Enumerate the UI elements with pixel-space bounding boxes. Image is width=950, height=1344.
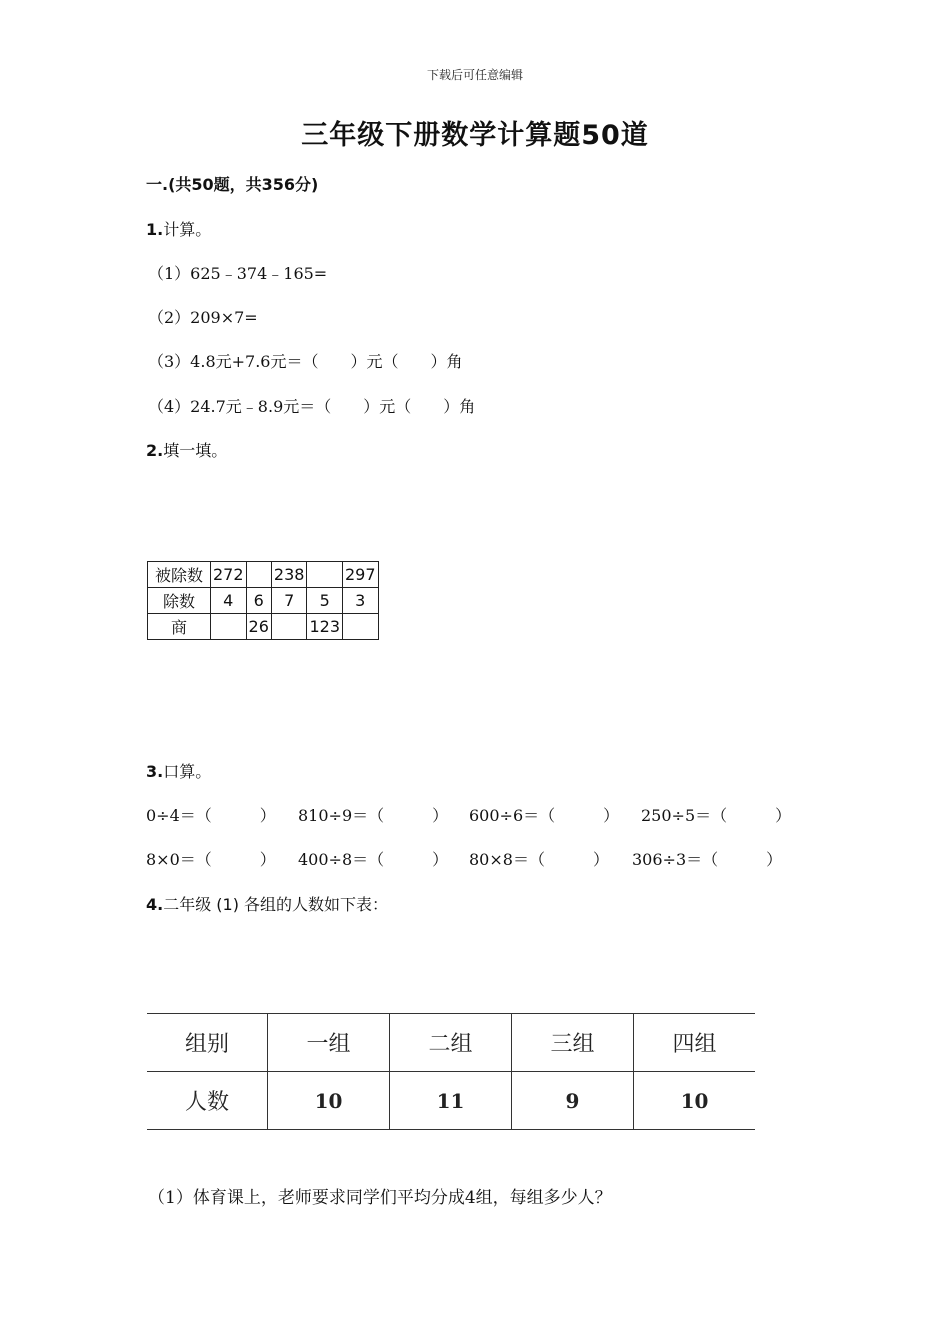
table-cell xyxy=(271,614,307,640)
mental-math-item: 0÷4＝（ ） xyxy=(146,806,276,825)
question-4-title xyxy=(146,892,388,915)
question-3-number: 3. xyxy=(146,762,164,781)
question-1-text: 计算。 xyxy=(163,220,212,239)
table-cell: 人数 xyxy=(147,1072,268,1130)
question-2-title xyxy=(146,438,227,461)
table-cell: 123 xyxy=(307,614,343,640)
question-1-item-1: （1）625﹣374﹣165= xyxy=(148,264,328,283)
table-cell xyxy=(343,614,379,640)
mental-math-item: 600÷6＝（ ） xyxy=(469,806,620,825)
table-cell xyxy=(246,562,271,588)
question-1-title xyxy=(146,217,211,240)
question-2-text: 填一填。 xyxy=(163,441,228,460)
question-3-title xyxy=(146,759,211,782)
group-count-table xyxy=(147,1013,755,1130)
table-cell: 272 xyxy=(211,562,247,588)
mental-math-item: 306÷3＝（ ） xyxy=(632,850,783,869)
table-cell: 商 xyxy=(148,614,211,640)
table-cell: 238 xyxy=(271,562,307,588)
table-cell: 6 xyxy=(246,588,271,614)
table-cell: 3 xyxy=(343,588,379,614)
table-cell: 9 xyxy=(512,1072,634,1130)
table-cell: 4 xyxy=(211,588,247,614)
table-cell: 7 xyxy=(271,588,307,614)
table-cell: 297 xyxy=(343,562,379,588)
question-4-number: 4. xyxy=(146,895,164,914)
question-2-number: 2. xyxy=(146,441,164,460)
question-1-item-4: （4）24.7元﹣8.9元＝（ ）元（ ）角 xyxy=(148,397,476,416)
mental-math-item: 250÷5＝（ ） xyxy=(641,806,792,825)
mental-math-item: 8×0＝（ ） xyxy=(146,850,276,869)
mental-math-item: 400÷8＝（ ） xyxy=(298,850,449,869)
table-cell: 26 xyxy=(246,614,271,640)
table-header-row xyxy=(147,1014,755,1072)
question-4-sub-1: （1）体育课上，老师要求同学们平均分成4组，每组多少人？ xyxy=(148,1188,612,1208)
table-cell: 11 xyxy=(390,1072,512,1130)
mental-math-item: 810÷9＝（ ） xyxy=(298,806,449,825)
table-cell: 除数 xyxy=(148,588,211,614)
question-1-item-3: （3）4.8元+7.6元＝（ ）元（ ）角 xyxy=(148,352,463,371)
section-heading: 一.(共50题，共356分) xyxy=(146,175,319,194)
table-cell: 5 xyxy=(307,588,343,614)
question-3-text: 口算。 xyxy=(163,762,212,781)
table-header-cell: 三组 xyxy=(512,1014,634,1072)
table-row xyxy=(147,1072,755,1130)
table-header-cell: 四组 xyxy=(634,1014,756,1072)
table-cell xyxy=(307,562,343,588)
header-note: 下载后可任意编辑 xyxy=(426,68,523,82)
table-cell: 10 xyxy=(268,1072,390,1130)
table-cell: 10 xyxy=(634,1072,756,1130)
document-title: 三年级下册数学计算题50道 xyxy=(301,120,649,151)
table-row xyxy=(148,562,379,588)
mental-math-item: 80×8＝（ ） xyxy=(469,850,609,869)
question-1-number: 1. xyxy=(146,220,164,239)
table-cell xyxy=(211,614,247,640)
table-header-cell: 组别 xyxy=(147,1014,268,1072)
table-row xyxy=(148,614,379,640)
division-table xyxy=(147,561,379,640)
table-cell: 被除数 xyxy=(148,562,211,588)
question-1-item-2: （2）209×7= xyxy=(148,308,258,327)
table-row xyxy=(148,588,379,614)
question-4-text: 二年级 (1) 各组的人数如下表： xyxy=(163,895,389,914)
table-header-cell: 一组 xyxy=(268,1014,390,1072)
table-header-cell: 二组 xyxy=(390,1014,512,1072)
